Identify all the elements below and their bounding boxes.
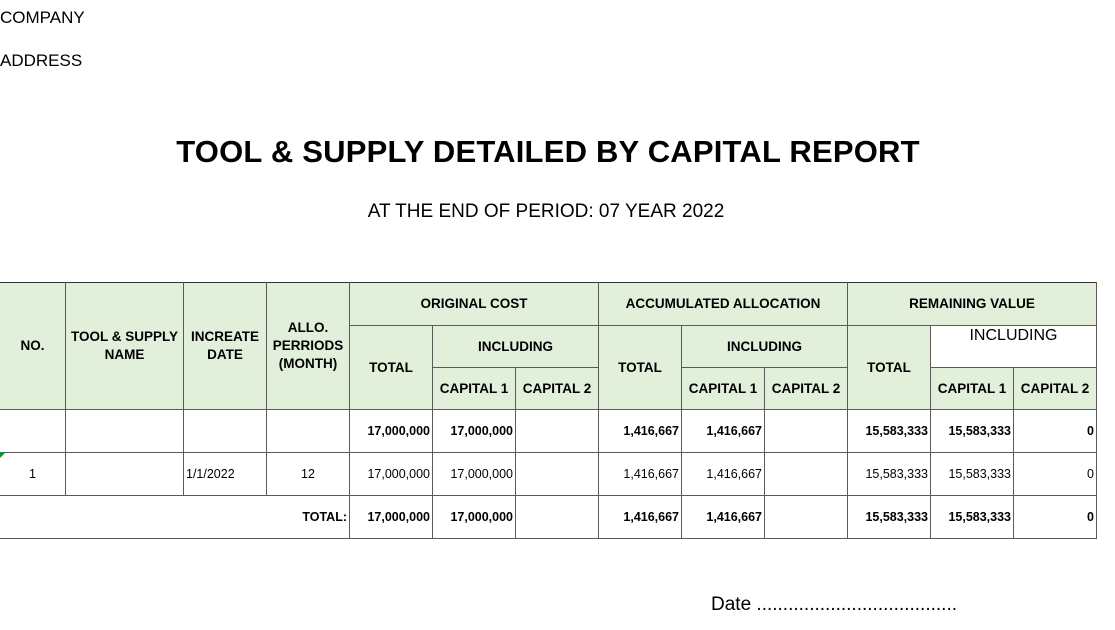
cell-oc-total: 17,000,000	[350, 453, 433, 496]
total-oc-capital-1: 17,000,000	[433, 496, 516, 539]
header-no: NO.	[0, 283, 66, 410]
total-row	[0, 496, 1097, 539]
total-rv-total: 15,583,333	[848, 496, 931, 539]
cell-aa-capital-1: 1,416,667	[682, 453, 765, 496]
header-allo-periods: ALLO. PERRIODS (MONTH)	[267, 283, 350, 410]
cell-oc-capital-1: 17,000,000	[433, 410, 516, 453]
cell-no	[0, 410, 66, 453]
header-aa-including: INCLUDING	[682, 326, 848, 368]
cell-rv-total: 15,583,333	[848, 410, 931, 453]
address-label: ADDRESS	[0, 51, 83, 70]
cell-rv-capital-1: 15,583,333	[931, 453, 1014, 496]
total-oc-capital-2	[516, 496, 599, 539]
header-original-cost: ORIGINAL COST	[350, 283, 599, 326]
header-rv-including: INCLUDING	[931, 326, 1097, 368]
header-aa-capital-2: CAPITAL 2	[765, 368, 848, 410]
company-label: COMPANY	[0, 8, 85, 27]
header-rv-capital-2: CAPITAL 2	[1014, 368, 1097, 410]
header-name: TOOL & SUPPLY NAME	[66, 283, 184, 410]
cell-rv-capital-2: 0	[1014, 453, 1097, 496]
cell-rv-capital-1: 15,583,333	[931, 410, 1014, 453]
report-title: TOOL & SUPPLY DETAILED BY CAPITAL REPORT	[176, 134, 920, 169]
cell-aa-capital-2	[765, 453, 848, 496]
cell-aa-capital-1: 1,416,667	[682, 410, 765, 453]
total-rv-capital-1: 15,583,333	[931, 496, 1014, 539]
total-aa-capital-2	[765, 496, 848, 539]
group-row	[0, 410, 1097, 453]
header-increate-date: INCREATE DATE	[184, 283, 267, 410]
cell-aa-total: 1,416,667	[599, 410, 682, 453]
cell-aa-total: 1,416,667	[599, 453, 682, 496]
cell-no: 1	[0, 453, 66, 496]
header-oc-including: INCLUDING	[433, 326, 599, 368]
header-aa-capital-1: CAPITAL 1	[682, 368, 765, 410]
total-aa-capital-1: 1,416,667	[682, 496, 765, 539]
cell-name	[66, 410, 184, 453]
report-table	[0, 282, 1097, 539]
cell-oc-total: 17,000,000	[350, 410, 433, 453]
cell-oc-capital-2	[516, 410, 599, 453]
total-rv-capital-2: 0	[1014, 496, 1097, 539]
header-rv-capital-1: CAPITAL 1	[931, 368, 1014, 410]
cell-oc-capital-1: 17,000,000	[433, 453, 516, 496]
date-signature-line: Date ......................................	[711, 594, 958, 615]
total-aa-total: 1,416,667	[599, 496, 682, 539]
total-oc-total: 17,000,000	[350, 496, 433, 539]
cell-name	[66, 453, 184, 496]
header-aa-total: TOTAL	[599, 326, 682, 410]
cell-oc-capital-2	[516, 453, 599, 496]
header-oc-capital-1: CAPITAL 1	[433, 368, 516, 410]
cell-rv-total: 15,583,333	[848, 453, 931, 496]
table-row	[0, 453, 1097, 496]
header-oc-capital-2: CAPITAL 2	[516, 368, 599, 410]
total-label: TOTAL:	[0, 496, 350, 539]
cell-allo-periods: 12	[267, 453, 350, 496]
header-rv-total: TOTAL	[848, 326, 931, 410]
cell-rv-capital-2: 0	[1014, 410, 1097, 453]
cell-increate-date	[184, 410, 267, 453]
cell-aa-capital-2	[765, 410, 848, 453]
header-oc-total: TOTAL	[350, 326, 433, 410]
header-remaining-value: REMAINING VALUE	[848, 283, 1097, 326]
report-period: AT THE END OF PERIOD: 07 YEAR 2022	[367, 201, 725, 222]
header-accumulated-allocation: ACCUMULATED ALLOCATION	[599, 283, 848, 326]
cell-comment-marker-icon	[0, 452, 6, 458]
cell-increate-date: 1/1/2022	[184, 453, 267, 496]
cell-allo-periods	[267, 410, 350, 453]
